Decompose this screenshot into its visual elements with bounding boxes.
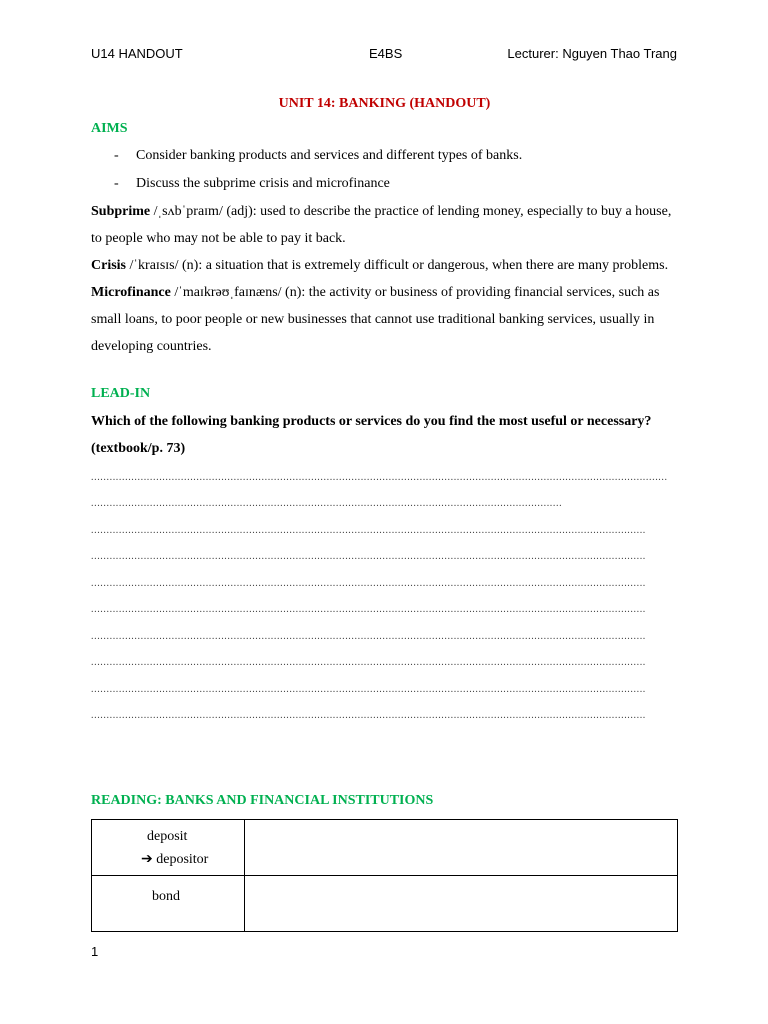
table-term-cell [92, 876, 245, 932]
dotted-line: ................................................................................................................................................................................... [91, 604, 646, 615]
vocab-definition: /ˈkraɪsɪs/ (n): a situation that is extremely difficult or dangerous, when there are many problems. [126, 258, 669, 273]
header-center: E4BS [369, 46, 403, 61]
answer-line[interactable] [91, 515, 678, 542]
dotted-line: ................................................................................................................................................................................... [91, 524, 646, 536]
vocab-table [91, 819, 678, 932]
dotted-line: ................................................................................................................................................................................... [91, 577, 646, 589]
term-bond: bond [152, 889, 180, 904]
header-right: Lecturer: Nguyen Thao Trang [507, 46, 677, 61]
vocab-entry-subprime [91, 198, 678, 252]
bullet-dash: - [114, 148, 119, 163]
page-title: UNIT 14: BANKING (HANDOUT) [278, 96, 491, 111]
vocab-definition: /ˌsʌbˈpraɪm/ (adj): used to describe the practice of lending money, especially to buy a house, to people who may not be able to pay it back. [91, 204, 672, 246]
answer-line[interactable] [91, 701, 678, 728]
vocab-term: Crisis [91, 258, 126, 273]
aims-item [91, 170, 678, 198]
aims-heading: AIMS [91, 121, 128, 136]
answer-line[interactable] [91, 462, 678, 489]
term-depositor: depositor [152, 852, 209, 867]
aims-item-text: Discuss the subprime crisis and microfinance [136, 176, 390, 191]
leadin-heading: LEAD-IN [91, 386, 151, 401]
term-deposit: deposit [147, 829, 188, 844]
reading-heading: READING: BANKS AND FINANCIAL INSTITUTIONS [91, 793, 434, 808]
answer-line[interactable] [91, 674, 678, 701]
dotted-line: ........................................................................................................................................................ [91, 498, 563, 509]
page-number: 1 [91, 944, 99, 959]
table-row [92, 820, 678, 876]
vocab-entry-microfinance [91, 279, 678, 360]
vocab-term: Microfinance [91, 285, 171, 300]
aims-item-text: Consider banking products and services and different types of banks. [136, 148, 523, 163]
dotted-line: ................................................................................................................................................................................... [91, 630, 646, 642]
table-row [92, 876, 678, 932]
leadin-question: Which of the following banking products or services do you find the most useful or necessary? (textbook/p. 73) [91, 414, 652, 456]
dotted-line: ................................................................................................................................................................................... [91, 551, 646, 562]
answer-line[interactable] [91, 595, 678, 622]
bullet-dash: - [114, 176, 119, 191]
vocab-term: Subprime [91, 204, 151, 219]
answer-line[interactable] [91, 489, 678, 516]
dotted-line: ................................................................................................................................................................................... [91, 657, 646, 668]
aims-item [91, 142, 678, 170]
answer-line[interactable] [91, 542, 678, 569]
header-left: U14 HANDOUT [91, 46, 183, 61]
vocab-entry-crisis [91, 252, 678, 279]
dotted-line: ................................................................................................................................................................................... [91, 710, 646, 721]
table-term-cell [92, 820, 245, 876]
table-answer-cell[interactable] [245, 876, 678, 932]
dotted-line: ................................................................................................................................................................................... [91, 683, 646, 695]
answer-line[interactable] [91, 621, 678, 648]
answer-line[interactable] [91, 568, 678, 595]
table-answer-cell[interactable] [245, 820, 678, 876]
arrow-right-icon: ➔ [141, 852, 153, 867]
page-content [91, 92, 678, 727]
dotted-line: .......................................................................................................................................................................................... [91, 471, 668, 483]
vocab-definition: /ˈmaɪkrəʊˌfaɪnæns/ (n): the activity or business of providing financial services, such as small loans, to poor people or new businesses that cannot use traditional banking services, usually in developing countries. [91, 285, 660, 354]
answer-line[interactable] [91, 648, 678, 675]
